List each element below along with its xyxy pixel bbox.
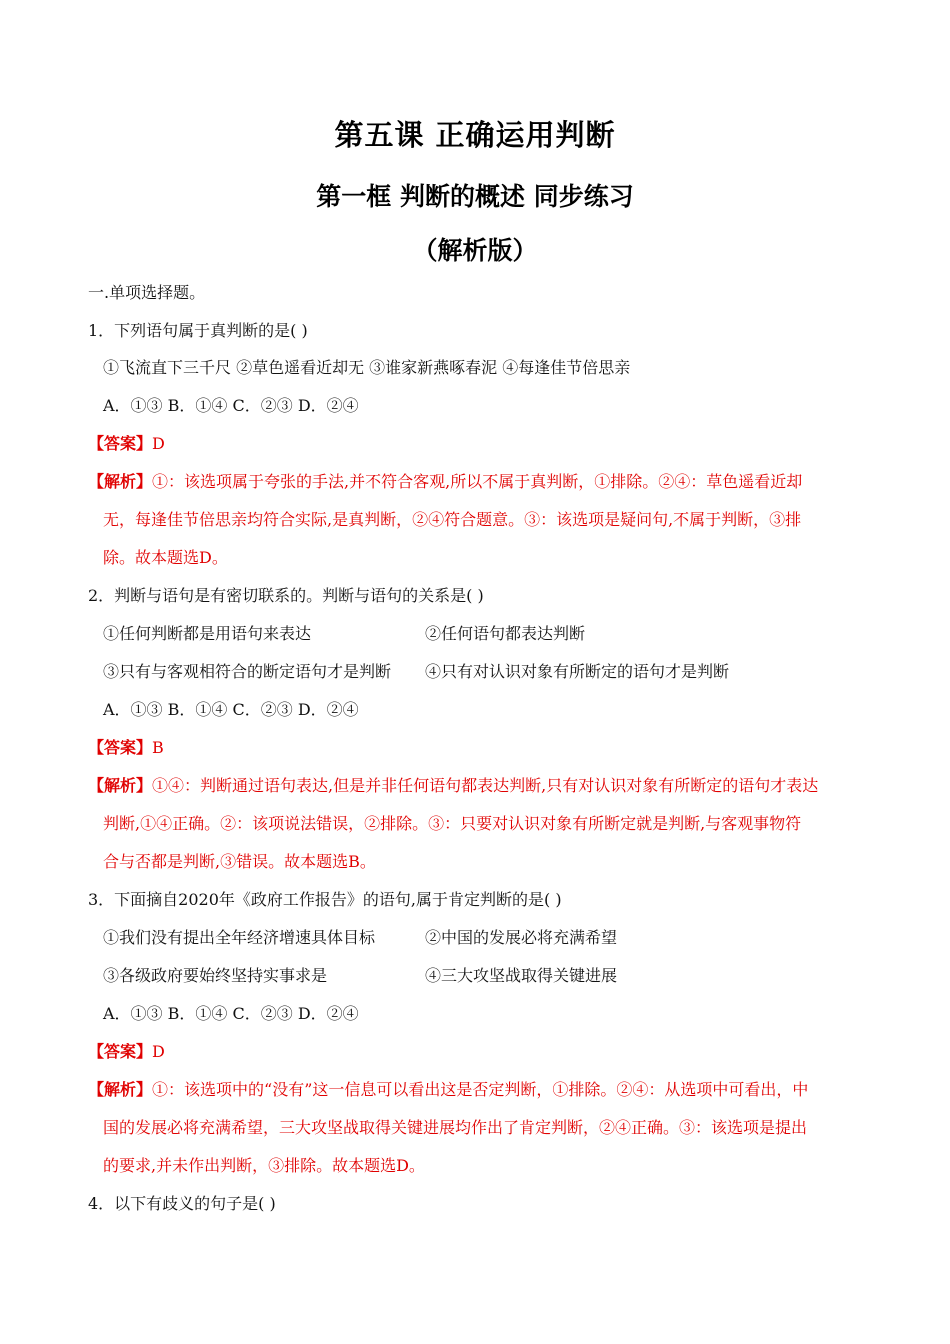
question-1-statements: ①飞流直下三千尺 ②草色遥看近却无 ③谁家新燕啄春泥 ④每逢佳节倍思亲 (103, 358, 631, 377)
question-3-stem: 3．下面摘自2020年《政府工作报告》的语句,属于肯定判断的是( ) (88, 890, 562, 909)
analysis-tag: 【解析】 (88, 1080, 153, 1099)
question-2-answer (88, 737, 164, 759)
answer-tag: 【答案】 (88, 1042, 153, 1061)
question-1-answer (88, 433, 165, 455)
question-3-analysis-line-2: 国的发展必将充满希望，三大攻坚战取得关键进展均作出了肯定判断，②④正确。③：该选项是提出 (103, 1118, 808, 1137)
question-2-options: A．①③ B．①④ C．②③ D．②④ (103, 700, 359, 719)
section-heading: 一.单项选择题。 (88, 283, 206, 302)
question-2-statement-1: ①任何判断都是用语句来表达 (103, 624, 312, 643)
question-1-analysis-line-1 (88, 471, 802, 493)
question-2-statement-2: ②任何语句都表达判断 (425, 624, 586, 643)
question-4-stem: 4．以下有歧义的句子是( ) (88, 1194, 276, 1213)
version-label: （解析版） (412, 236, 538, 265)
analysis-text: ①：该选项属于夸张的手法,并不符合客观,所以不属于真判断，①排除。②④：草色遥看近却 (152, 472, 803, 491)
question-2-statement-4: ④只有对认识对象有所断定的语句才是判断 (425, 662, 730, 681)
question-2-stem: 2．判断与语句是有密切联系的。判断与语句的关系是( ) (88, 586, 484, 605)
question-1-options: A．①③ B．①④ C．②③ D．②④ (103, 396, 359, 415)
question-3-analysis-line-1 (88, 1079, 808, 1101)
question-1-analysis-line-2: 无，每逢佳节倍思亲均符合实际,是真判断，②④符合题意。③：该选项是疑问句,不属于判断，③排 (103, 510, 802, 529)
analysis-text: ①④：判断通过语句表达,但是并非任何语句都表达判断,只有对认识对象有所断定的语句才表达 (152, 776, 819, 795)
analysis-tag: 【解析】 (88, 776, 153, 795)
question-2-analysis-line-2: 判断,①④正确。②：该项说法错误，②排除。③：只要对认识对象有所断定就是判断,与客观事物符 (103, 814, 802, 833)
question-3-statement-3: ③各级政府要始终坚持实事求是 (103, 966, 328, 985)
answer-value: D (152, 434, 165, 453)
analysis-tag: 【解析】 (88, 472, 153, 491)
section-subtitle: 第一框 判断的概述 同步练习 (316, 182, 634, 211)
answer-value: D (152, 1042, 165, 1061)
analysis-text: ①：该选项中的“没有”这一信息可以看出这是否定判断，①排除。②④：从选项中可看出，中 (152, 1080, 809, 1099)
question-3-analysis-line-3: 的要求,并未作出判断，③排除。故本题选D。 (103, 1156, 425, 1175)
question-3-statement-2: ②中国的发展必将充满希望 (425, 928, 618, 947)
answer-tag: 【答案】 (88, 434, 153, 453)
question-2-analysis-line-3: 合与否都是判断,③错误。故本题选B。 (103, 852, 376, 871)
question-3-options: A．①③ B．①④ C．②③ D．②④ (103, 1004, 359, 1023)
question-1-analysis-line-3: 除。故本题选D。 (103, 548, 228, 567)
question-3-statement-1: ①我们没有提出全年经济增速具体目标 (103, 928, 376, 947)
answer-value: B (152, 738, 164, 757)
question-3-statement-4: ④三大攻坚战取得关键进展 (425, 966, 618, 985)
question-2-analysis-line-1 (88, 775, 818, 797)
lesson-title: 第五课 正确运用判断 (334, 118, 616, 152)
answer-tag: 【答案】 (88, 738, 153, 757)
question-1-stem: 1．下列语句属于真判断的是( ) (88, 321, 308, 340)
question-3-answer (88, 1041, 165, 1063)
question-2-statement-3: ③只有与客观相符合的断定语句才是判断 (103, 662, 392, 681)
